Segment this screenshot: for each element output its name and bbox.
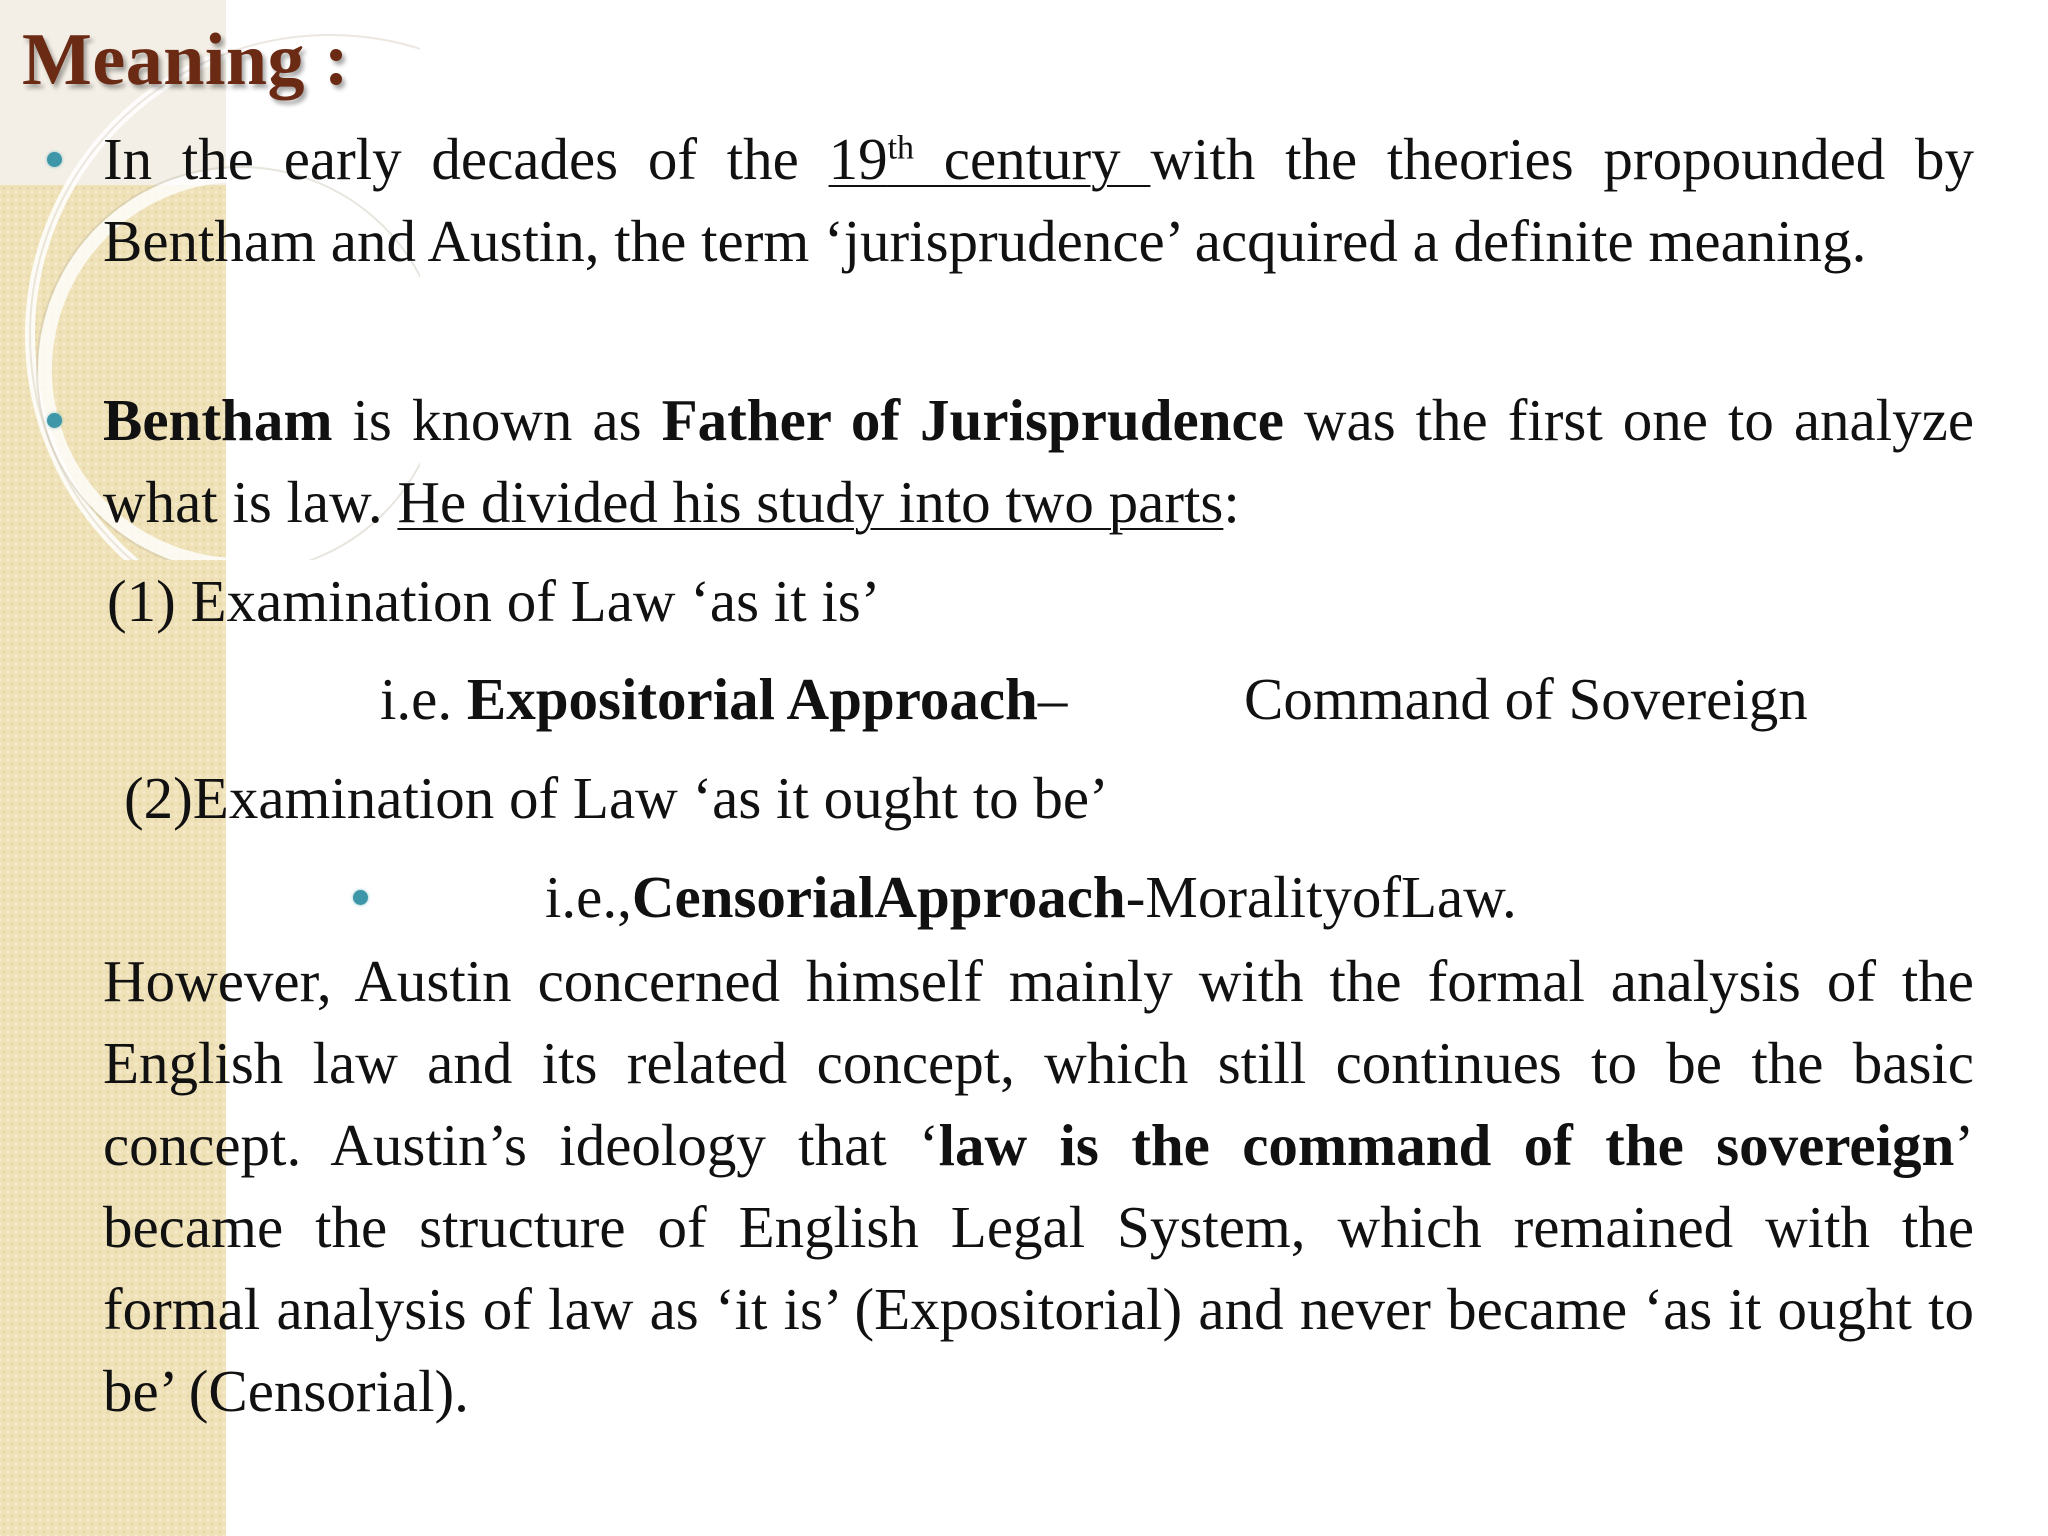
bullet-icon xyxy=(47,413,62,428)
slide-title: Meaning : xyxy=(22,19,350,101)
text-father-of-jurisprudence: Father of Jurisprudence xyxy=(661,387,1284,453)
item-1: (1) Examination of Law ‘as it is’ xyxy=(107,568,881,634)
text-rest: with the theories propounded by Bentham and Austin, the term ‘jurisprudence’ acquired a definite meaning. xyxy=(103,126,1974,274)
item-1-description: Command of Sovereign xyxy=(1244,666,1808,732)
text-closing-part1: However, Austin concerned himself mainly with the formal analysis of the English law and its related concept, which still continues to be the basic concept. Austin’s ideology that ‘ xyxy=(103,948,1974,1178)
bullet-paragraph-2 xyxy=(103,379,1974,543)
text-morality-of-law: -MoralityofLaw. xyxy=(1125,864,1517,930)
text-known-as: is known as xyxy=(332,387,662,453)
closing-paragraph xyxy=(103,940,1974,1432)
text-lead: In the early decades of the xyxy=(103,126,829,192)
item-2-approach xyxy=(545,856,1517,938)
item-1-approach xyxy=(380,658,1067,740)
text-ie: i.e., xyxy=(545,864,632,930)
text-ie: i.e. xyxy=(380,666,467,732)
text-divided-study: He divided his study into two parts xyxy=(397,469,1224,535)
underlined-century xyxy=(829,126,1151,192)
text-command-of-sovereign: law is the command of the sovereign xyxy=(938,1112,1955,1178)
text-century-number: 19 xyxy=(828,126,888,192)
bullet-paragraph-1 xyxy=(103,118,1974,282)
text-colon: : xyxy=(1223,469,1240,535)
text-first-one: was the first one to analyze what is law. xyxy=(103,387,1975,535)
bullet-icon xyxy=(353,890,368,905)
text-century-word: century xyxy=(914,126,1151,192)
item-2: (2)Examination of Law ‘as it ought to be’ xyxy=(124,765,1109,831)
text-bentham: Bentham xyxy=(103,387,333,453)
text-censorial-approach: CensorialApproach xyxy=(631,864,1126,930)
text-expositorial-approach: Expositorial Approach xyxy=(466,666,1038,732)
text-dash: – xyxy=(1037,666,1068,732)
bullet-icon xyxy=(47,152,62,167)
text-superscript: th xyxy=(887,129,915,167)
text-closing-part2: ’ became the structure of English Legal System, which remained with the formal analysis of law as ‘it is’ (Expositorial) and never became ‘as it ought to be’ (Censorial). xyxy=(103,1112,1974,1424)
